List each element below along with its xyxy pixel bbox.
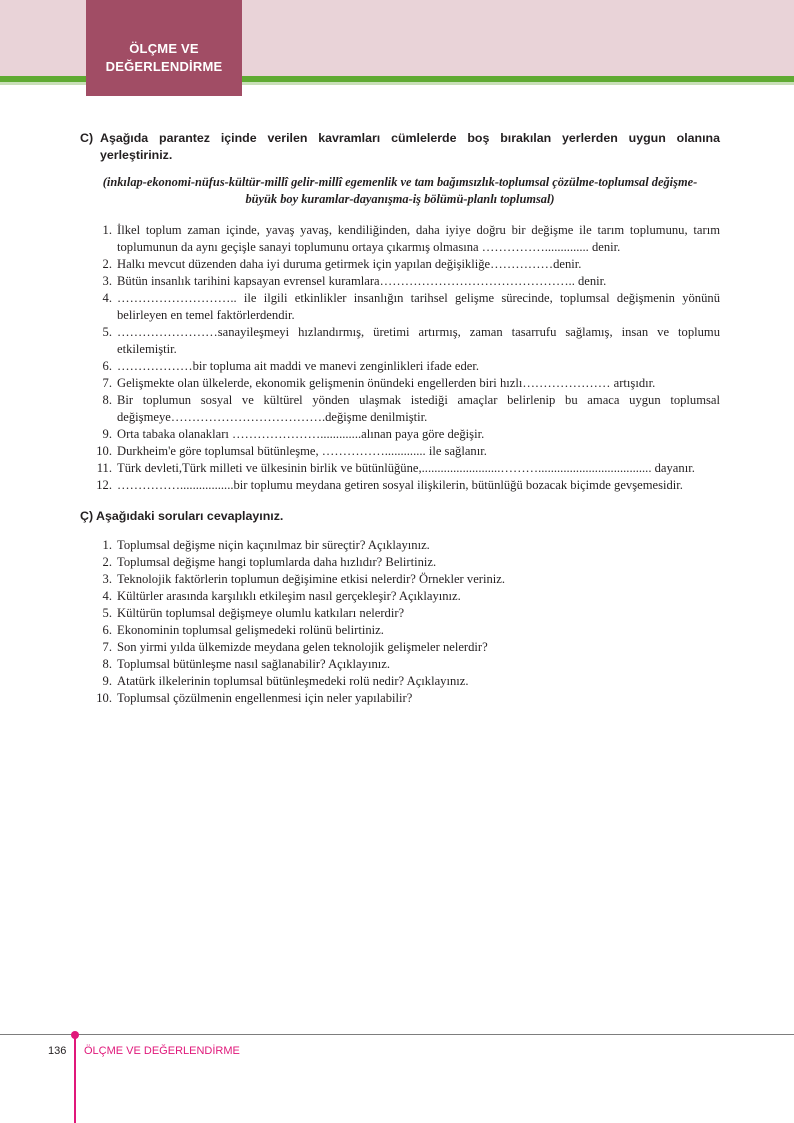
section-cc-heading [80, 508, 720, 525]
section-tab-line1: ÖLÇME VE [129, 41, 199, 56]
page-content [80, 130, 720, 707]
fill-in-item-text: …………….................bir toplumu meydana getiren sosyal ilişkilerin, bütünlüğü bozacak biçimde gevşemesidir. [117, 478, 683, 492]
question-item-text: Toplumsal değişme niçin kaçınılmaz bir süreçtir? Açıklayınız. [117, 538, 430, 552]
footer-accent-dot [71, 1031, 79, 1039]
question-item [80, 690, 720, 707]
fill-in-item-number: 8. [102, 393, 112, 407]
section-tab-line2: DEĞERLENDİRME [105, 59, 223, 74]
fill-in-item-text: Orta tabaka olanakları ………………….............alınan paya göre değişir. [117, 427, 485, 441]
section-c-instruction: Aşağıda parantez içinde verilen kavramları cümlelerde boş bırakılan yerlerden uygun olanına yerleştiriniz. [100, 131, 720, 162]
question-item-number: 2. [102, 555, 112, 569]
fill-in-item-number: 6. [102, 359, 112, 373]
fill-in-item [80, 392, 720, 426]
fill-in-item-text: Türk devleti,Türk milleti ve ülkesinin birlik ve bütünlüğüne,.........................……….................................... dayanır. [117, 461, 695, 475]
fill-in-item [80, 290, 720, 324]
question-item-number: 8. [102, 657, 112, 671]
footer-accent-bar [74, 1034, 76, 1123]
fill-in-item-text: ………………bir topluma ait maddi ve manevi zenginlikleri ifade eder. [117, 359, 479, 373]
fill-in-item-text: Gelişmekte olan ülkelerde, ekonomik gelişmenin önündeki engellerden biri hızlı………………… artışıdır. [117, 376, 656, 390]
question-list [80, 537, 720, 707]
question-item [80, 588, 720, 605]
fill-in-item-number: 7. [102, 376, 112, 390]
fill-in-item-text: ……………………….. ile ilgili etkinlikler insanlığın tarihsel gelişme sürecinde, toplumsal değişmenin yönünü belirleyen en temel faktörlerdendir. [117, 291, 720, 322]
question-item-text: Son yirmi yılda ülkemizde meydana gelen teknolojik gelişmeler nelerdir? [117, 640, 488, 654]
fill-in-item [80, 460, 720, 477]
footer-title: ÖLÇME VE DEĞERLENDİRME [84, 1045, 240, 1057]
question-item [80, 537, 720, 554]
fill-in-item-text: Bütün insanlık tarihini kapsayan evrensel kuramlara……………………………………….. denir. [117, 274, 607, 288]
question-item-number: 1. [102, 538, 112, 552]
question-item [80, 639, 720, 656]
section-c-letter: C) [80, 131, 94, 145]
fill-in-item [80, 273, 720, 290]
section-cc [80, 508, 720, 707]
fill-in-item [80, 426, 720, 443]
question-item-number: 3. [102, 572, 112, 586]
fill-in-item-text: İlkel toplum zaman içinde, yavaş yavaş, kendiliğinden, daha iyiye doğru bir değişme ile tarım toplumunu, tarım toplumunun da aynı geçişle sanayi toplumunu ortaya çıkarmış olmasına …………….............. denir. [117, 223, 720, 254]
question-item [80, 571, 720, 588]
question-item-text: Toplumsal çözülmenin engellenmesi için neler yapılabilir? [117, 691, 413, 705]
question-item-text: Toplumsal bütünleşme nasıl sağlanabilir? Açıklayınız. [117, 657, 390, 671]
question-item-text: Kültürün toplumsal değişmeye olumlu katkıları nelerdir? [117, 606, 405, 620]
fill-in-item [80, 222, 720, 256]
fill-in-item [80, 256, 720, 273]
question-item-text: Atatürk ilkelerinin toplumsal bütünleşmedeki rolü nedir? Açıklayınız. [117, 674, 469, 688]
fill-in-item-text: ……………………sanayileşmeyi hızlandırmış, üretimi artırmış, zaman tasarrufu sağlamış, insan ve toplumu etkilemiştir. [117, 325, 720, 356]
page-number: 136 [48, 1045, 67, 1057]
question-item-number: 6. [102, 623, 112, 637]
question-item [80, 605, 720, 622]
section-tab [86, 0, 242, 96]
question-item-text: Toplumsal değişme hangi toplumlarda daha hızlıdır? Belirtiniz. [117, 555, 437, 569]
fill-in-item-number: 2. [102, 257, 112, 271]
fill-in-item-number: 12. [96, 478, 112, 492]
fill-in-item [80, 358, 720, 375]
question-item-number: 7. [102, 640, 112, 654]
question-item [80, 656, 720, 673]
question-item-text: Kültürler arasında karşılıklı etkileşim nasıl gerçekleşir? Açıklayınız. [117, 589, 461, 603]
fill-in-item-text: Bir toplumun sosyal ve kültürel yönden ulaşmak istediği amaçlar belirlenip bu amaca uygun toplumsal değişmeye……………………………….değişme denilmiştir. [117, 393, 720, 424]
fill-in-item-number: 10. [96, 444, 112, 458]
fill-in-item-number: 3. [102, 274, 112, 288]
fill-in-item-number: 4. [102, 291, 112, 305]
fill-in-item-number: 1. [102, 223, 112, 237]
fill-in-item [80, 443, 720, 460]
question-item-number: 9. [102, 674, 112, 688]
fill-in-item-number: 5. [102, 325, 112, 339]
question-item [80, 673, 720, 690]
question-item [80, 554, 720, 571]
question-item-text: Ekonominin toplumsal gelişmedeki rolünü belirtiniz. [117, 623, 384, 637]
fill-in-item-text: Durkheim'e göre toplumsal bütünleşme, ……………............. ile sağlanır. [117, 444, 487, 458]
section-cc-heading-text: Ç) Aşağıdaki soruları cevaplayınız. [80, 509, 284, 523]
fill-in-item-number: 11. [96, 461, 112, 475]
fill-in-item-text: Halkı mevcut düzenden daha iyi duruma getirmek için yapılan değişikliğe……………denir. [117, 257, 582, 271]
fill-in-item [80, 477, 720, 494]
fill-in-item [80, 324, 720, 358]
question-item-text: Teknolojik faktörlerin toplumun değişimine etkisi nelerdir? Örnekler veriniz. [117, 572, 506, 586]
question-item [80, 622, 720, 639]
section-c [80, 130, 720, 494]
section-c-heading [80, 130, 720, 164]
fill-in-item-number: 9. [102, 427, 112, 441]
word-bank: (inkılap-ekonomi-nüfus-kültür-millî gelir-millî egemenlik ve tam bağımsızlık-toplumsal çözülme-toplumsal değişme-büyük boy kuramlar-dayanışma-iş bölümü-planlı toplumsal) [102, 175, 698, 206]
question-item-number: 4. [102, 589, 112, 603]
question-item-number: 5. [102, 606, 112, 620]
footer-rule [0, 1034, 794, 1035]
fill-in-list [80, 222, 720, 494]
fill-in-item [80, 375, 720, 392]
question-item-number: 10. [96, 691, 112, 705]
